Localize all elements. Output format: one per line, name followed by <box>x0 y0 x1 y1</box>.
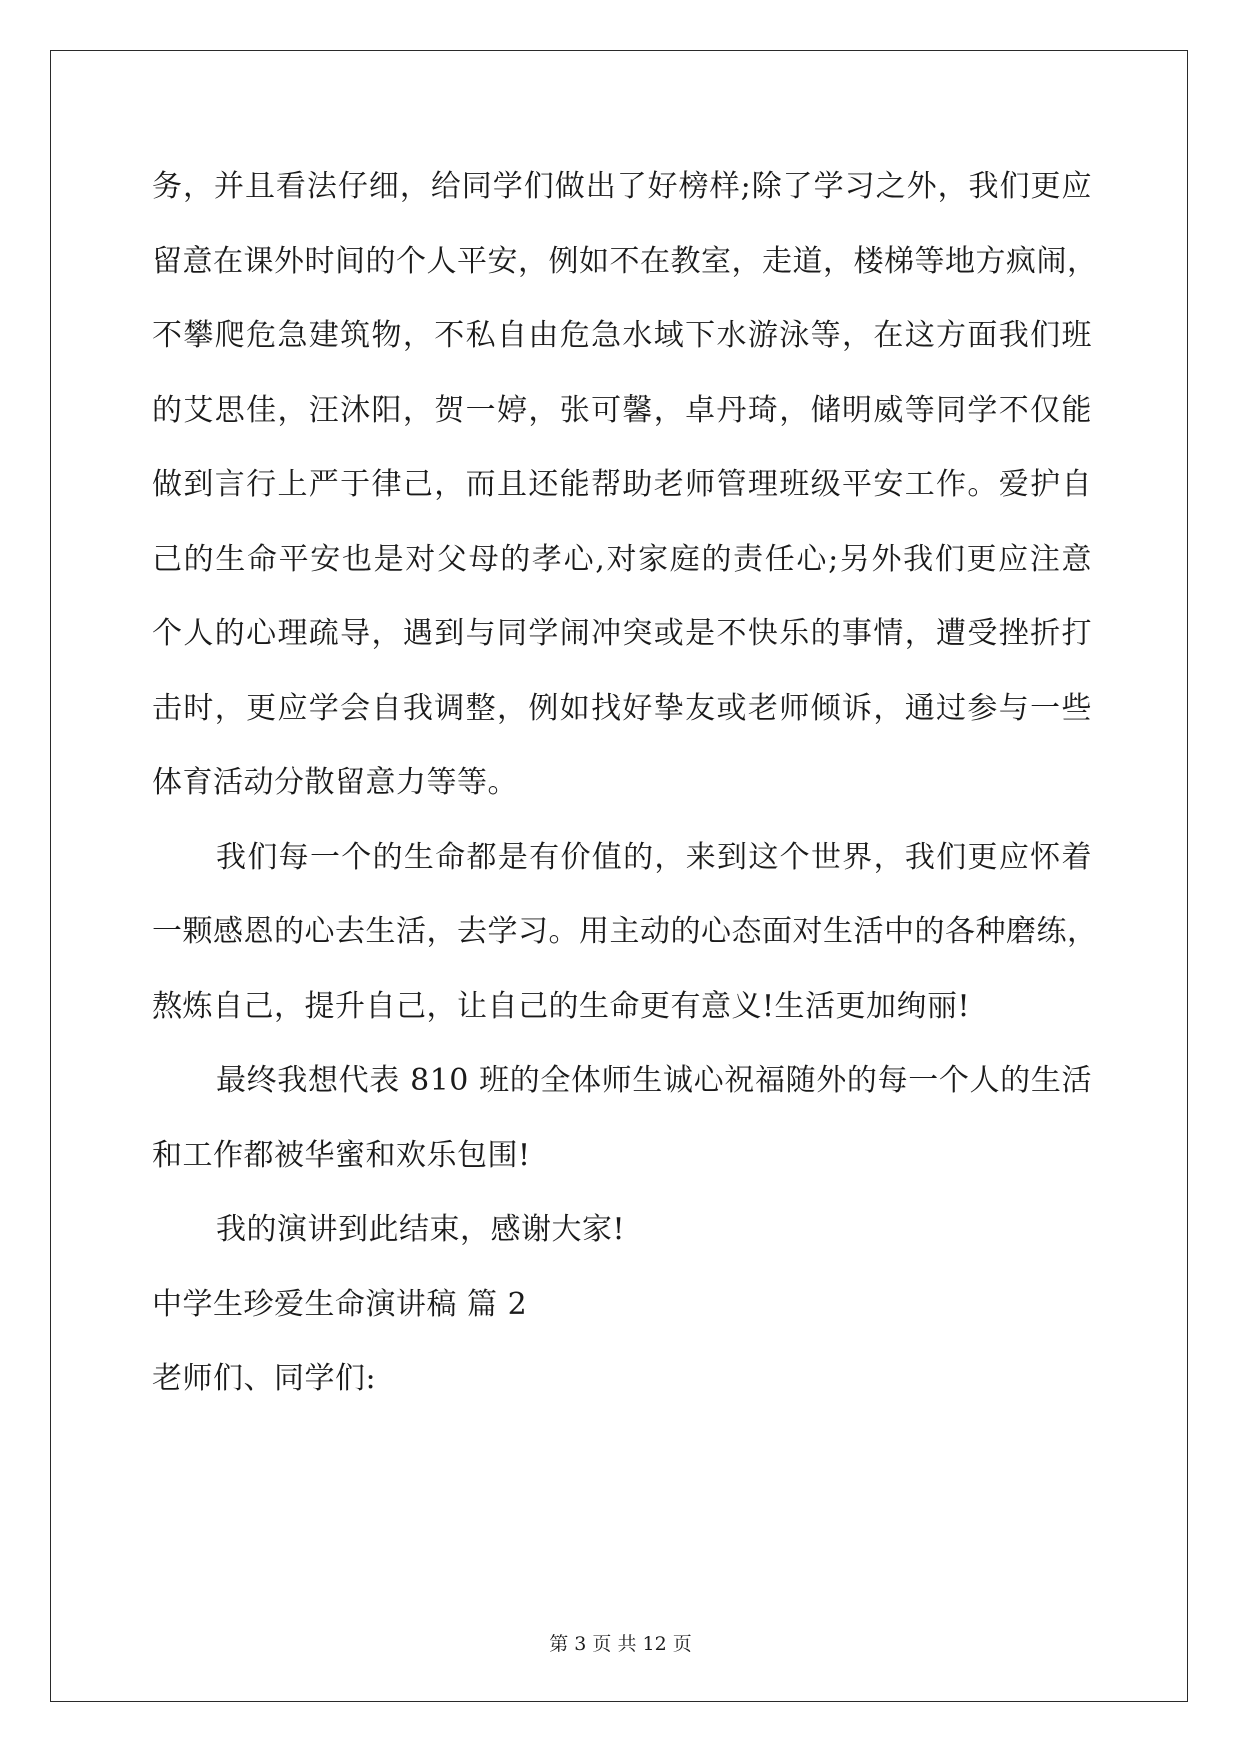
paragraph-line: 留意在课外时间的个人平安，例如不在教室，走道，楼梯等地方疯闹， <box>152 243 1098 279</box>
paragraph-line: 做到言行上严于律己，而且还能帮助老师管理班级平安工作。爱护自 <box>152 467 1092 502</box>
paragraph-line: 一颗感恩的心去生活，去学习。用主动的心态面对生活中的各种磨练， <box>152 914 1098 949</box>
document-body <box>152 150 1098 1417</box>
paragraph-line: 己的生命平安也是对父母的孝心,对家庭的责任心;另外我们更应注意 <box>152 541 1092 577</box>
paragraph-line: 务，并且看法仔细，给同学们做出了好榜样;除了学习之外，我们更应 <box>152 169 1092 204</box>
paragraph-line: 最终我想代表 810 班的全体师生诚心祝福随外的每一个人的生活 <box>216 1063 1092 1098</box>
paragraph-line: 的艾思佳，汪沐阳，贺一婷，张可馨，卓丹琦，储明威等同学不仅能 <box>152 392 1092 428</box>
page-number: 第 3 页 共 12 页 <box>549 1633 692 1655</box>
section-heading: 中学生珍爱生命演讲稿 篇 2 <box>152 1286 528 1322</box>
paragraph-line: 熬炼自己，提升自己，让自己的生命更有意义!生活更加绚丽! <box>152 988 971 1024</box>
paragraph-line: 个人的心理疏导，遇到与同学闹冲突或是不快乐的事情，遭受挫折打 <box>152 616 1092 651</box>
paragraph-line: 击时，更应学会自我调整，例如找好挚友或老师倾诉，通过参与一些 <box>152 690 1092 726</box>
paragraph-line: 不攀爬危急建筑物，不私自由危急水域下水游泳等，在这方面我们班 <box>152 318 1092 353</box>
paragraph-line: 体育活动分散留意力等等。 <box>152 765 518 800</box>
paragraph-line: 我的演讲到此结束，感谢大家! <box>216 1212 626 1247</box>
paragraph-line: 和工作都被华蜜和欢乐包围! <box>152 1137 531 1173</box>
paragraph-line: 我们每一个的生命都是有价值的，来到这个世界，我们更应怀着 <box>216 839 1092 875</box>
salutation: 老师们、同学们: <box>152 1361 377 1396</box>
